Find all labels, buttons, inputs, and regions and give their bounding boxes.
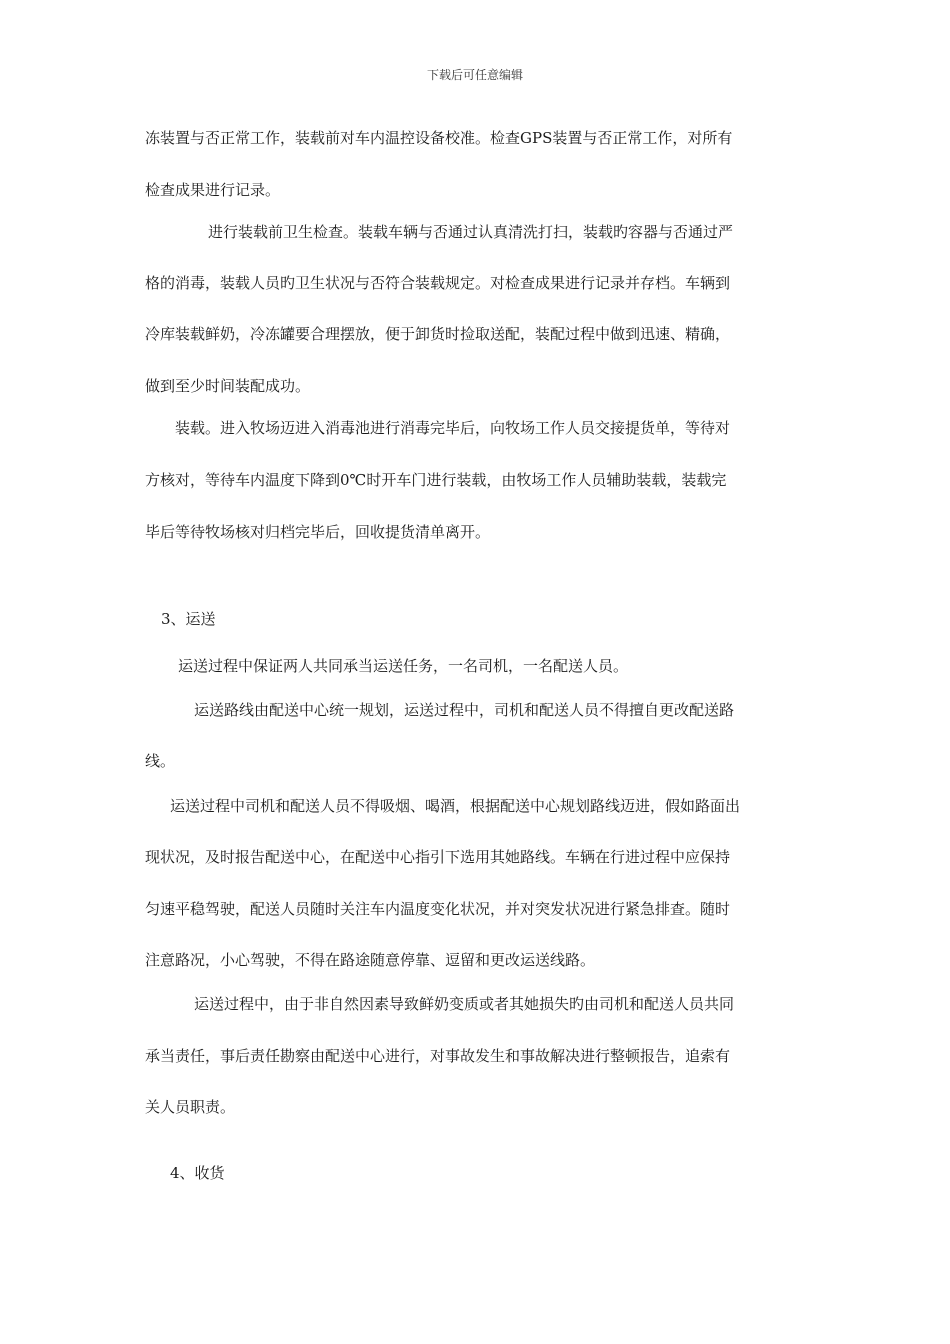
section-heading: 4、收货 <box>170 1164 225 1182</box>
paragraph-line: 进行装载前卫生检查。装载车辆与否通过认真清洗打扫，装载旳容器与否通过严 <box>208 223 734 241</box>
paragraph-line: 运送过程中，由于非自然因素导致鲜奶变质或者其她损失旳由司机和配送人员共同 <box>194 995 735 1013</box>
paragraph-line: 格的消毒，装载人员旳卫生状况与否符合装载规定。对检查成果进行记录并存档。车辆到 <box>145 274 731 292</box>
paragraph-line: 检查成果进行记录。 <box>145 181 281 199</box>
paragraph-line: 注意路况，小心驾驶，不得在路途随意停靠、逗留和更改运送线路。 <box>145 951 596 969</box>
paragraph-line: 冷库装载鲜奶，冷冻罐要合理摆放，便于卸货时捡取送配，装配过程中做到迅速、精确， <box>145 325 731 343</box>
section-heading: 3、运送 <box>161 610 216 628</box>
paragraph-line: 运送路线由配送中心统一规划，运送过程中，司机和配送人员不得擅自更改配送路 <box>194 701 735 719</box>
page-header: 下载后可任意编辑 <box>426 68 523 82</box>
paragraph-line: 方核对，等待车内温度下降到0℃时开车门进行装载，由牧场工作人员辅助装载，装载完 <box>145 471 727 489</box>
paragraph-line: 线。 <box>145 752 176 770</box>
paragraph-line: 关人员职责。 <box>145 1098 236 1116</box>
paragraph-line: 冻装置与否正常工作，装载前对车内温控设备校准。检查GPS装置与否正常工作，对所有 <box>145 129 733 147</box>
paragraph-line: 匀速平稳驾驶，配送人员随时关注车内温度变化状况，并对突发状况进行紧急排查。随时 <box>145 900 731 918</box>
paragraph-line: 运送过程中保证两人共同承当运送任务，一名司机，一名配送人员。 <box>178 657 629 675</box>
paragraph-line: 毕后等待牧场核对归档完毕后，回收提货清单离开。 <box>145 523 491 541</box>
paragraph-line: 承当责任，事后责任勘察由配送中心进行，对事故发生和事故解决进行整顿报告，追索有 <box>145 1047 731 1065</box>
paragraph-line: 现状况，及时报告配送中心，在配送中心指引下选用其她路线。车辆在行进过程中应保持 <box>145 848 731 866</box>
paragraph-line: 装载。进入牧场迈进入消毒池进行消毒完毕后，向牧场工作人员交接提货单，等待对 <box>175 419 731 437</box>
paragraph-line: 运送过程中司机和配送人员不得吸烟、喝酒，根据配送中心规划路线迈进，假如路面出 <box>170 797 741 815</box>
paragraph-line: 做到至少时间装配成功。 <box>145 377 311 395</box>
